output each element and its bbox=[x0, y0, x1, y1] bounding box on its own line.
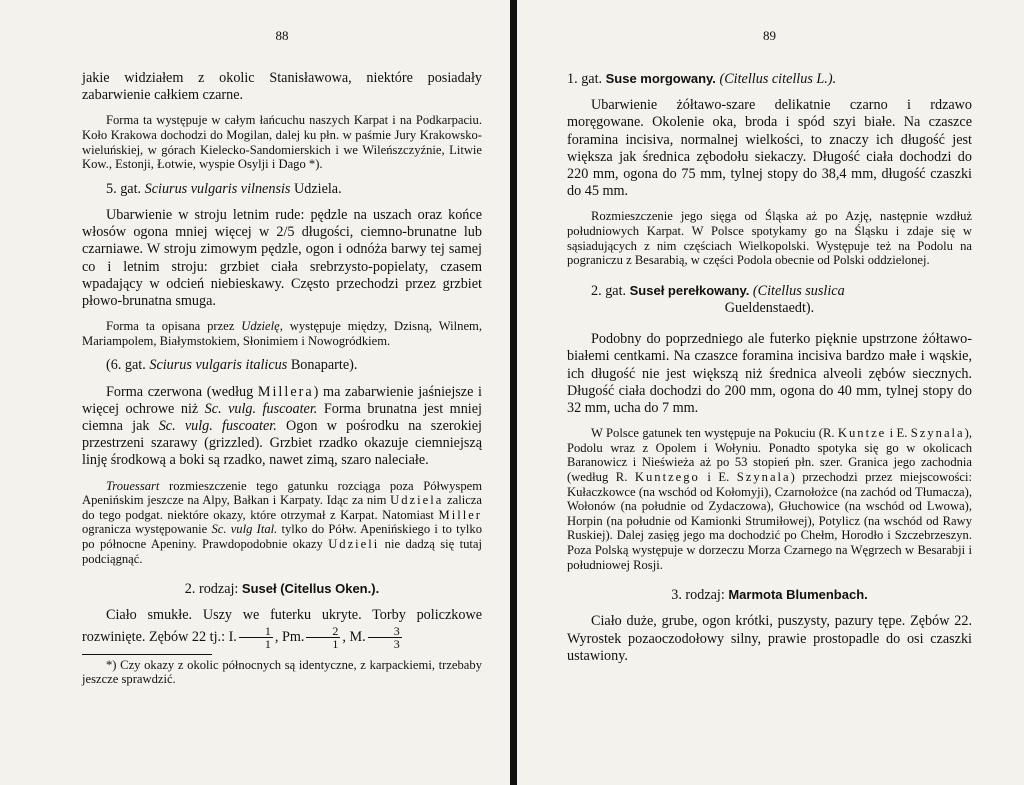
left-footnote: *) Czy okazy z okolic północnych są identyczne, z karpackiemi, trzebaby jeszcze sprawdzić. bbox=[82, 657, 482, 687]
heading-number: 2. gat. bbox=[591, 282, 627, 299]
right-genus-heading-3 bbox=[567, 586, 972, 604]
left-heading-5 bbox=[82, 181, 482, 198]
fraction-incisors: $\frac{1}{1}$ bbox=[239, 625, 273, 650]
left-paragraph-5: Forma czerwona (według Millera) ma zabarwienie jaśniejsze i więcej ochrowe niż Sc. vulg. fuscoater. Forma brunatna jest mniej ciemna jak Sc. vulg. fuscoater. Ogon w pośrodku na szerokiej przestrzeni szarawy (grizzled). Grzbiet rzadko okazuje ciemniejszą linję środkową a boki są rzadko, nawet zimą, szaro naleciałe. bbox=[82, 383, 482, 469]
left-page-number: 88 bbox=[275, 28, 289, 43]
right-paragraph-5: Ciało duże, grube, ogon krótki, puszysty, pazury tępe. Zębów 22. Wyrostek pozaoczodołowy silny, prawie prostopadle do osi czaszki ustawiony. bbox=[567, 613, 972, 664]
right-paragraph-3: Podobny do poprzedniego ale futerko pięknie upstrzone żółtawo-białemi centkami. Na czaszce foramina incisiva bardzo małe i wąskie, ich długość nie jest większą niż średnica alveoli zębów siecznych. Długość ciała dochodzi do 200 mm, ogona do 40 mm, tylnej stopy do 32 mm, ucha do 7 mm. bbox=[567, 331, 972, 417]
genus-name: Marmota Blumenbach. bbox=[728, 587, 868, 603]
heading-number: 5. gat. bbox=[106, 180, 142, 197]
left-paragraph-6: Trouessart rozmieszczenie tego gatunku rozciąga poza Półwyspem Apenińskim jeszcze na Alpy, Bałkan i Karpaty. Idąc za nim Udziela zalicza do tego podgat. niektóre okazy, które otrzymał z Karpat. Natomiast Miller ogranicza występowanie Sc. vulg Ital. tylko do Półw. Apenińskiego i to tylko po północne Apeniny. Prawdopodobnie okazy Udzieli nie dadzą się tutaj podciągnąć. bbox=[82, 478, 483, 566]
genus-name: Suseł (Citellus Oken.). bbox=[241, 581, 380, 597]
heading-latin-name: Sciurus vulgaris vilnensis bbox=[144, 180, 291, 197]
left-paragraph-3: Ubarwienie w stroju letnim rude: pędzle na uszach oraz końce włosów ogona mniej więcej w 2/5 długości, ciemno-brunatne lub czarniawe. W stroju zimowym pędzle, ogon i odnóża barwy tej samej co i letnim stroju: grzbiet ciała srebrzysto-popielaty, czasem wpadający w odcień niebieskawy. Często przechodzi przez grzbiet płowo-brunatna smuga. bbox=[82, 206, 482, 309]
left-genus-heading-2 bbox=[82, 580, 482, 598]
genus-number: 3. rodzaj: bbox=[671, 587, 725, 604]
right-page bbox=[517, 0, 1024, 785]
heading-latin-name: Sciurus vulgaris italicus bbox=[149, 357, 288, 374]
heading-number: (6. gat. bbox=[106, 357, 146, 374]
heading-author: Bonaparte). bbox=[290, 357, 358, 374]
left-paragraph-7: Ciało smukłe. Uszy we futerku ukryte. Torby policzkowe rozwinięte. Zębów 22 tj.: I. $\frac{1}{1}$ , Pm. $\frac{2}{1}$ , M. $\frac{3}{3}$ bbox=[82, 607, 482, 651]
right-heading-2-author: Gueldenstaedt). bbox=[724, 300, 815, 316]
right-paragraph-1: Ubarwienie żółtawo-szare delikatnie czarno i rdzawo moręgowane. Okolenie oka, broda i spód szyi białe. Na czaszce foramina incisiva, normalnej wielkości, to znaczy ich długość jest większa jak średnica zębodołu siekaczy. Długość ciała dochodzi do 220 mm, ogona do 75 mm, tylnej stopy do 38,4 mm, długość czaszki do 45 mm. bbox=[567, 97, 972, 200]
left-paragraph-2: Forma ta występuje w całym łańcuchu naszych Karpat i na Podkarpaciu. Koło Krakowa dochodzi do Mogilan, dalej ku płn. w paśmie Jury Krakowsko-wieluńskiej, w górach Kielecko-Sandomierskich i we Wileńszczyźnie, Litwie Kow., Estonji, Łotwie, wyspie Osylji i Dago *). bbox=[82, 113, 482, 172]
heading-latin-name: (Citellus suslica bbox=[752, 282, 845, 299]
left-heading-6 bbox=[82, 357, 482, 374]
left-paragraph-4: Forma ta opisana przez Udzielę, występuje między, Dzisną, Wilnem, Mariampolem, Białymstokiem, Słonimiem i Nowogródkiem. bbox=[82, 319, 482, 348]
right-page-number: 89 bbox=[763, 28, 776, 43]
right-heading-1 bbox=[567, 70, 972, 88]
heading-number: 1. gat. bbox=[567, 71, 603, 87]
heading-species-name: Suse morgowany. bbox=[605, 71, 716, 86]
fraction-molars: $\frac{3}{3}$ bbox=[368, 625, 402, 650]
genus-number: 2. rodzaj: bbox=[184, 581, 239, 598]
right-heading-2 bbox=[567, 282, 972, 300]
right-paragraph-4: W Polsce gatunek ten występuje na Pokuciu (R. Kuntze i E. Szynala), Podolu wraz z Opolem i Wołyniu. Ponadto spotyka się go w okolicach Baranowicz i Nieświeża aż po 53 stopień płn. szer. Granica jego zachodnia (według R. Kuntzego i E. Szynala) przechodzi przez miejscowości: Kułaczkowce (na wschód od Kołomyji), Czarnołożce (na zachód od Tłumacza), Wołonów (na południe od Zydaczowa), Głuchowice (na wschód od Lwowa), Horpin (na południe od Kamionki Strumiłowej), Potylicz (na wschód od Rawy Ruskiej). Dalej zasięg jego ma dochodzić po Chełm, Horodło i Szczebrzeszyn. Poza Polską występuje w dorzeczu Morza Czarnego na Węgrzech w Besarabji i południowej Rosji. bbox=[567, 426, 972, 572]
heading-species-name: Suseł perełkowany. bbox=[629, 282, 750, 298]
fraction-premolars: $\frac{2}{1}$ bbox=[306, 625, 340, 650]
heading-latin-name: (Citellus citellus L.). bbox=[719, 71, 837, 87]
heading-author: Udziela. bbox=[293, 180, 342, 197]
left-paragraph-1: jakie widziałem z okolic Stanisławowa, niektóre posiadały zabarwienie całkiem czarne. bbox=[82, 70, 482, 104]
right-paragraph-2: Rozmieszczenie jego sięga od Śląska aż po Azję, następnie wzdłuż południowych Karpat. W Polsce spotykamy go na Śląsku i zdaje się w sąsiadujących z nim częściach Wielkopolski. Występuje też na Podolu na pograniczu z Besarabią, w części Podola obecnie od Polski oddzielonej. bbox=[567, 209, 972, 268]
footnote-rule bbox=[82, 654, 212, 655]
